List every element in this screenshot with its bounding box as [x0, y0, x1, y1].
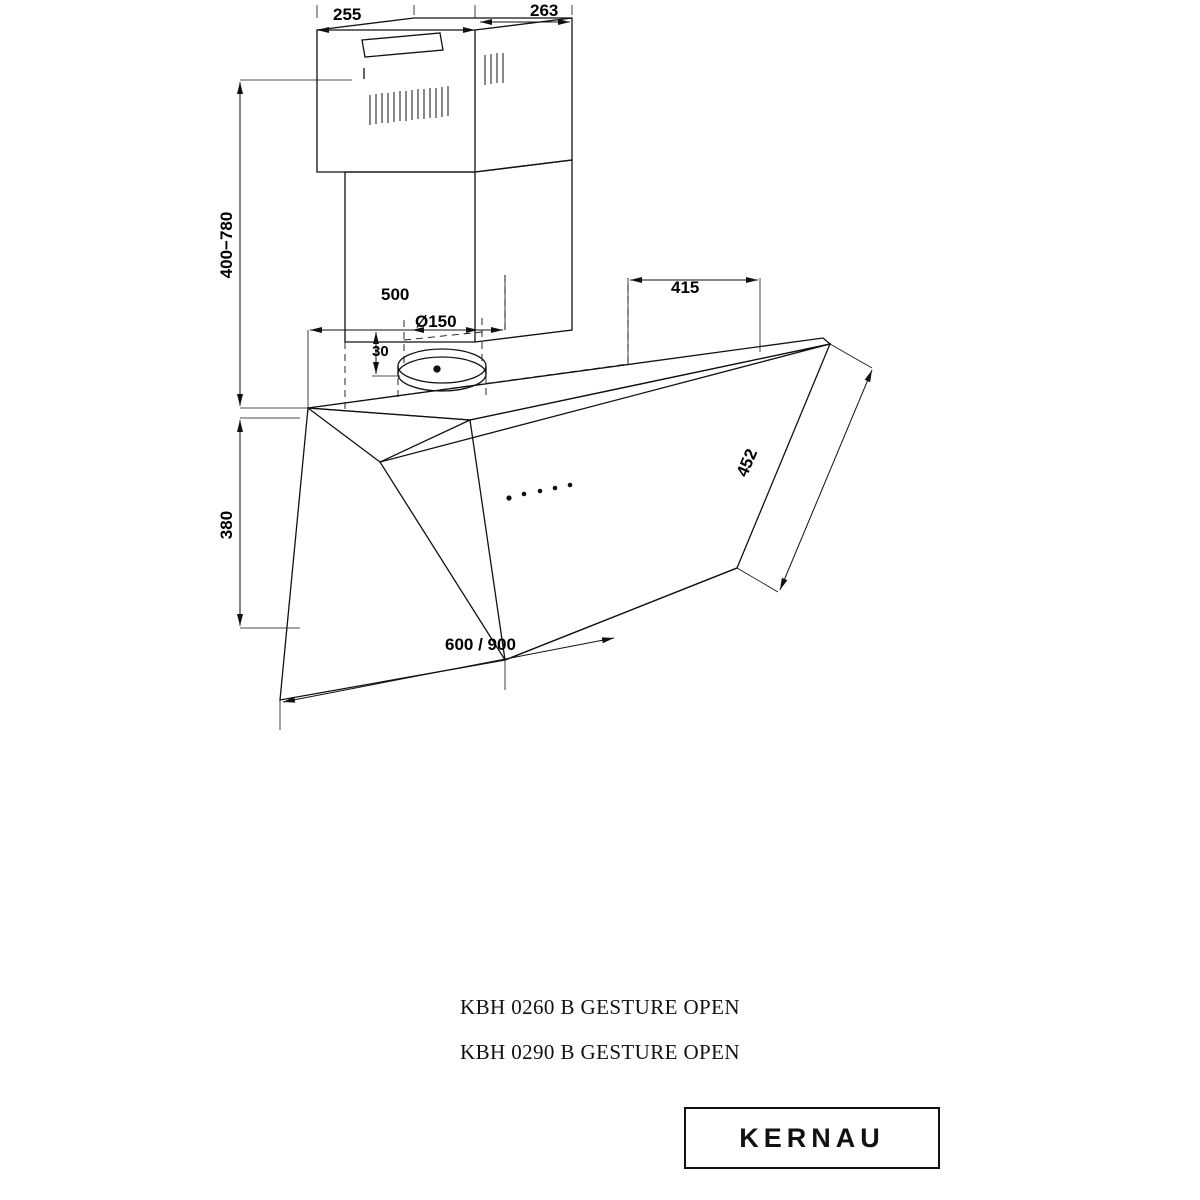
- hood-outline: [280, 18, 830, 700]
- dim-452: 452: [732, 446, 762, 480]
- dimension-arrows: [240, 22, 872, 702]
- brand-logo: [684, 1107, 940, 1169]
- brand-logo-text: KERNAU: [739, 1122, 885, 1153]
- dim-d150: Ø150: [415, 312, 457, 331]
- dim-600-900: 600 / 900: [445, 635, 516, 654]
- dim-500: 500: [381, 285, 410, 304]
- dim-415: 415: [671, 278, 700, 297]
- dim-255: 255: [333, 5, 362, 24]
- dim-400-780: 400−780: [217, 211, 236, 279]
- dim-30: 30: [372, 343, 389, 360]
- model-name-1: KBH 0260 B GESTURE OPEN: [460, 995, 740, 1019]
- extension-lines: [240, 5, 872, 730]
- model-name-2: KBH 0290 B GESTURE OPEN: [460, 1040, 740, 1064]
- dim-380: 380: [217, 510, 236, 540]
- dim-263: 263: [530, 1, 559, 20]
